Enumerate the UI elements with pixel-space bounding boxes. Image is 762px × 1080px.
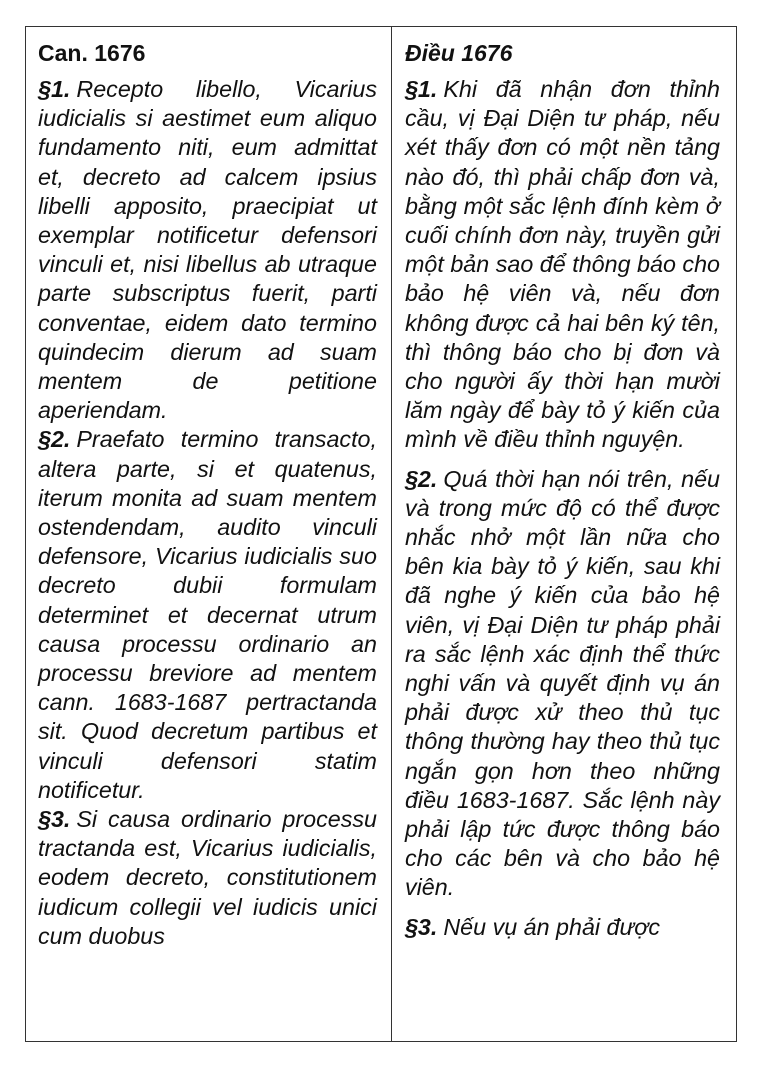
vietnamese-paragraph-1: [405, 75, 720, 455]
paragraph-text: Si causa ordinario processu tractanda est, Vicarius iudicialis, eodem decreto, constitutionem iudicum collegii vel iudicis unici cum duobus: [38, 806, 377, 949]
paragraph-text: Recepto libello, Vicarius iudicialis si aestimet eum aliquo fundamento niti, eum admittat et, decreto ad calcem ipsius libelli apposito, praecipiat ut exemplar notificetur defensori vinculi et, nisi libellus ab utraque parte subscriptus fuerit, parti conventae, eidem dato termino quindecim dierum ad suam mentem de petitione aperiendam.: [38, 76, 377, 424]
paragraph-text: Quá thời hạn nói trên, nếu và trong mức độ có thể được nhắc nhở một lần nữa cho bên kia bày tỏ ý kiến, sau khi đã nghe ý kiến của bảo hệ viên, vị Đại Diện tư pháp phải ra sắc lệnh xác định thể thức nghi vấn và quyết định vụ án phải được xử theo thủ tục thông thường hay theo thủ tục ngắn gọn hơn theo những điều 1683-1687. Sắc lệnh này phải lập tức được thông báo cho các bên và cho bảo hệ viên.: [404, 465, 720, 901]
vietnamese-paragraph-3: [405, 913, 720, 942]
latin-paragraph-3: [38, 805, 377, 951]
paragraph-number: §2.: [404, 465, 438, 492]
paragraph-text: Praefato termino transacto, altera parte, si et quatenus, iterum monita ad suam mentem ostendendam, audito vinculi defensore, Vicarius iudicialis suo decreto dubii formulam determinet et decernat utrum causa processu ordinario an processu breviore ad mentem cann. 1683-1687 pertractanda sit. Quod decretum partibus et vinculi defensori statim notificetur.: [38, 426, 377, 803]
latin-paragraph-1: [38, 75, 377, 425]
paragraph-text: Nếu vụ án phải được: [443, 913, 661, 940]
paragraph-number: §3.: [38, 806, 71, 833]
bilingual-canon-table: [25, 26, 737, 1042]
paragraph-number: §3.: [404, 913, 438, 940]
latin-paragraph-2: [38, 425, 377, 805]
paragraph-text: Khi đã nhận đơn thỉnh cầu, vị Đại Diện tư pháp, nếu xét thấy đơn có một nền tảng nào đó, thì phải chấp đơn và, bằng một sắc lệnh đính kèm ở cuối chính đơn này, truyền gửi một bản sao để thông báo cho bảo hệ viên và, nếu đơn không được cả hai bên ký tên, thì thông báo cho bị đơn và cho người ấy thời hạn mười lăm ngày để bày tỏ ý kiến của mình về điều thỉnh nguyện.: [404, 76, 720, 453]
latin-column: [26, 27, 392, 1041]
paragraph-number: §1.: [38, 76, 71, 102]
vietnamese-paragraph-2: [405, 465, 720, 903]
paragraph-number: §1.: [404, 76, 438, 102]
vietnamese-column: [392, 27, 736, 1041]
vietnamese-canon-heading: Điều 1676: [404, 40, 513, 66]
latin-canon-heading: Can. 1676: [38, 40, 146, 66]
paragraph-number: §2.: [38, 426, 71, 453]
